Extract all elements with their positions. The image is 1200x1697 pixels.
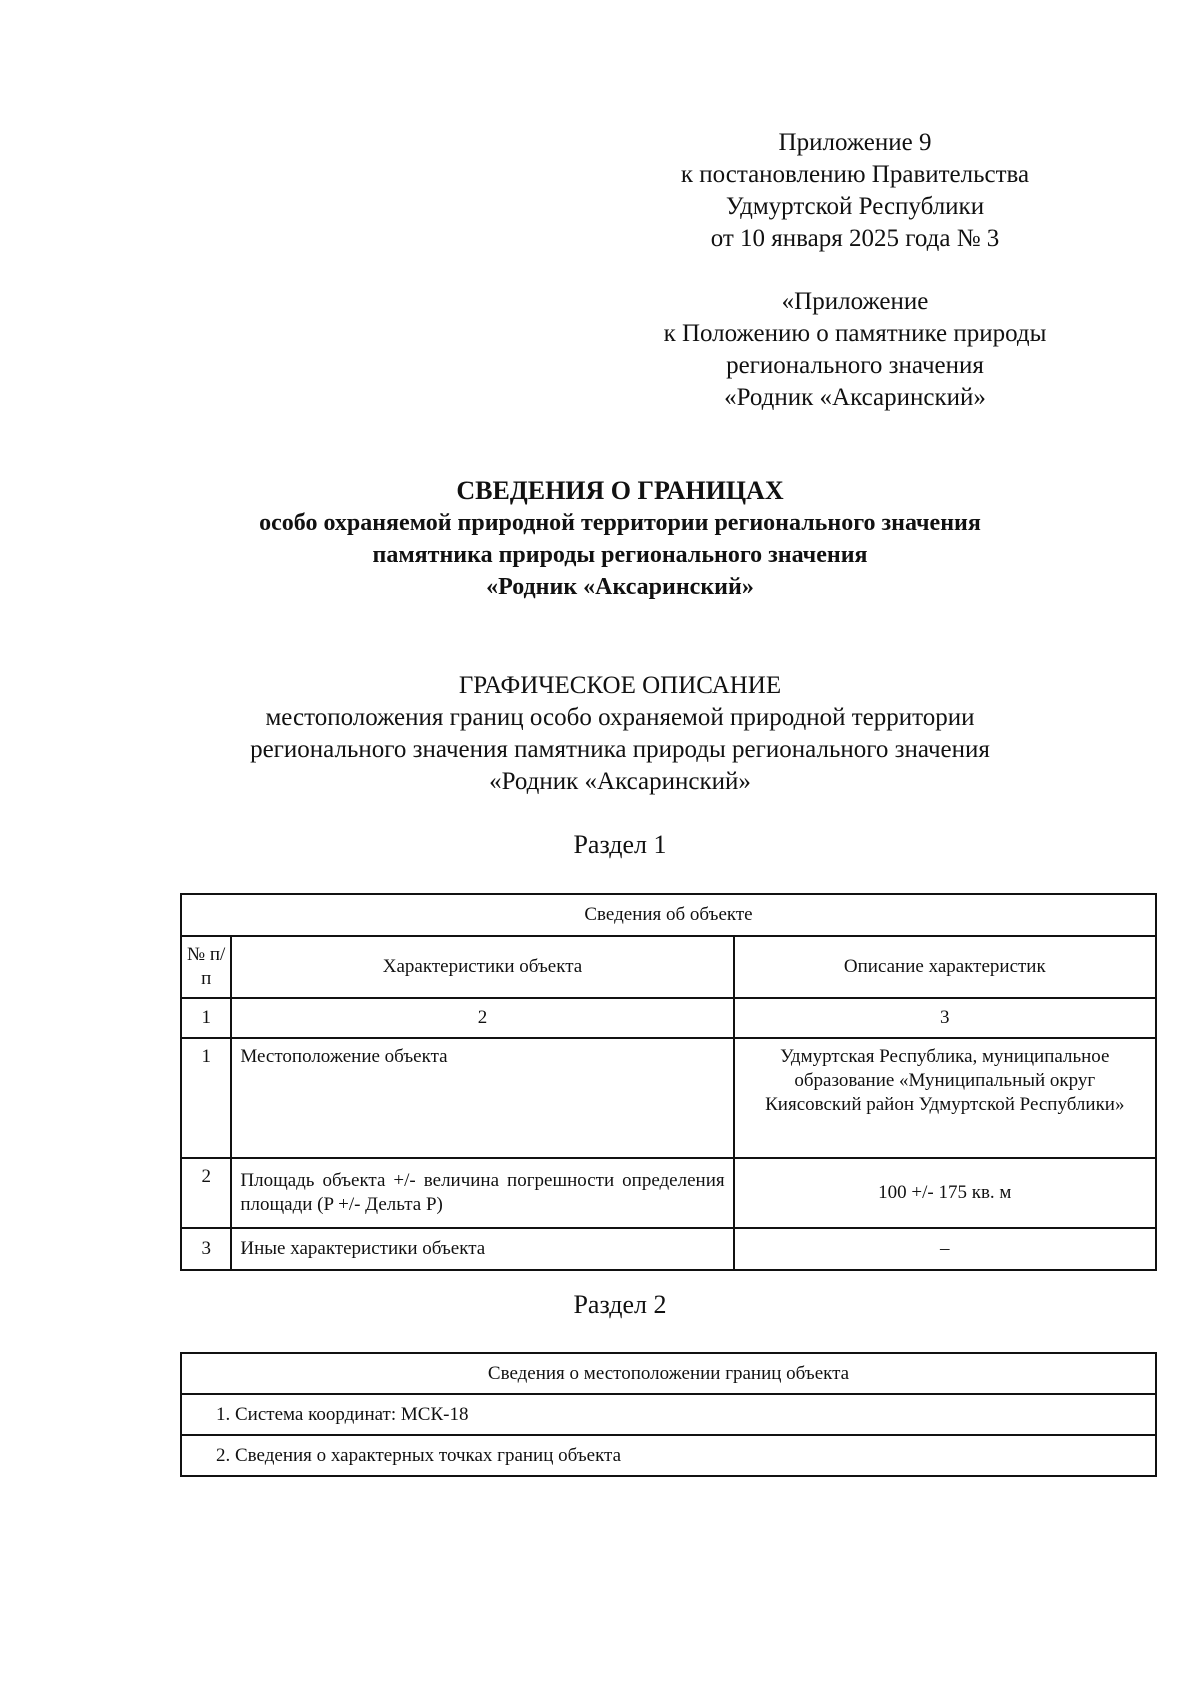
column-number-cell: 3	[734, 998, 1156, 1038]
approval-block	[640, 127, 1070, 255]
appendix-block	[640, 286, 1070, 414]
section-1-title: Раздел 1	[573, 830, 667, 859]
graphic-description-line: местоположения границ особо охраняемой природной территории	[265, 704, 975, 731]
graphic-description-heading: ГРАФИЧЕСКОЕ ОПИСАНИЕ	[458, 672, 782, 699]
row-characteristic: Местоположение объекта	[231, 1038, 733, 1158]
row-characteristic: Иные характеристики объекта	[231, 1228, 733, 1270]
row-description: Удмуртская Республика, муниципальное образование «Муниципальный округ Киясовский район Удмуртской Республики»	[734, 1038, 1156, 1158]
row-description: 100 +/- 175 кв. м	[734, 1158, 1156, 1228]
approval-line: Удмуртской Республики	[725, 193, 985, 220]
column-number-cell: 1	[181, 998, 231, 1038]
characteristic-points-row: 2. Сведения о характерных точках границ объекта	[181, 1435, 1156, 1476]
coordinate-system-row: 1. Система координат: МСК-18	[181, 1394, 1156, 1435]
table-row	[181, 1228, 1156, 1270]
boundary-location-table	[180, 1352, 1157, 1477]
object-info-caption: Сведения об объекте	[181, 894, 1156, 936]
header-characteristic: Характеристики объекта	[231, 936, 733, 998]
table-row	[181, 1435, 1156, 1476]
header-number: № п/п	[181, 936, 231, 998]
graphic-description-line: регионального значения памятника природы регионального значения	[250, 736, 990, 763]
boundaries-subtitle-line: «Родник «Аксаринский»	[486, 574, 754, 600]
row-number: 2	[181, 1158, 231, 1228]
graphic-description-line: «Родник «Аксаринский»	[489, 768, 751, 795]
table-row	[181, 1394, 1156, 1435]
header-description: Описание характеристик	[734, 936, 1156, 998]
row-characteristic: Площадь объекта +/- величина погрешности определения площади (P +/- Дельта P)	[231, 1158, 733, 1228]
appendix-line: «Приложение	[781, 288, 929, 315]
approval-line: к постановлению Правительства	[680, 161, 1030, 188]
boundary-location-caption: Сведения о местоположении границ объекта	[181, 1353, 1156, 1394]
approval-line: Приложение 9	[778, 129, 932, 156]
boundaries-subtitle-line: особо охраняемой природной территории регионального значения	[259, 510, 981, 536]
boundaries-heading: СВЕДЕНИЯ О ГРАНИЦАХ	[456, 476, 784, 505]
table-row	[181, 1158, 1156, 1228]
appendix-line: к Положению о памятнике природы	[663, 320, 1047, 347]
row-description: –	[734, 1228, 1156, 1270]
graphic-description-title	[180, 670, 1060, 798]
column-number-cell: 2	[231, 998, 733, 1038]
section-2-title: Раздел 2	[573, 1290, 667, 1319]
appendix-line: регионального значения	[726, 352, 984, 379]
table-row	[181, 1038, 1156, 1158]
object-info-table	[180, 893, 1157, 1271]
boundaries-subtitle-line: памятника природы регионального значения	[372, 542, 868, 568]
boundaries-title	[180, 475, 1060, 603]
row-number: 3	[181, 1228, 231, 1270]
appendix-line: «Родник «Аксаринский»	[724, 384, 986, 411]
approval-line: от 10 января 2025 года № 3	[710, 225, 1000, 252]
row-number: 1	[181, 1038, 231, 1158]
